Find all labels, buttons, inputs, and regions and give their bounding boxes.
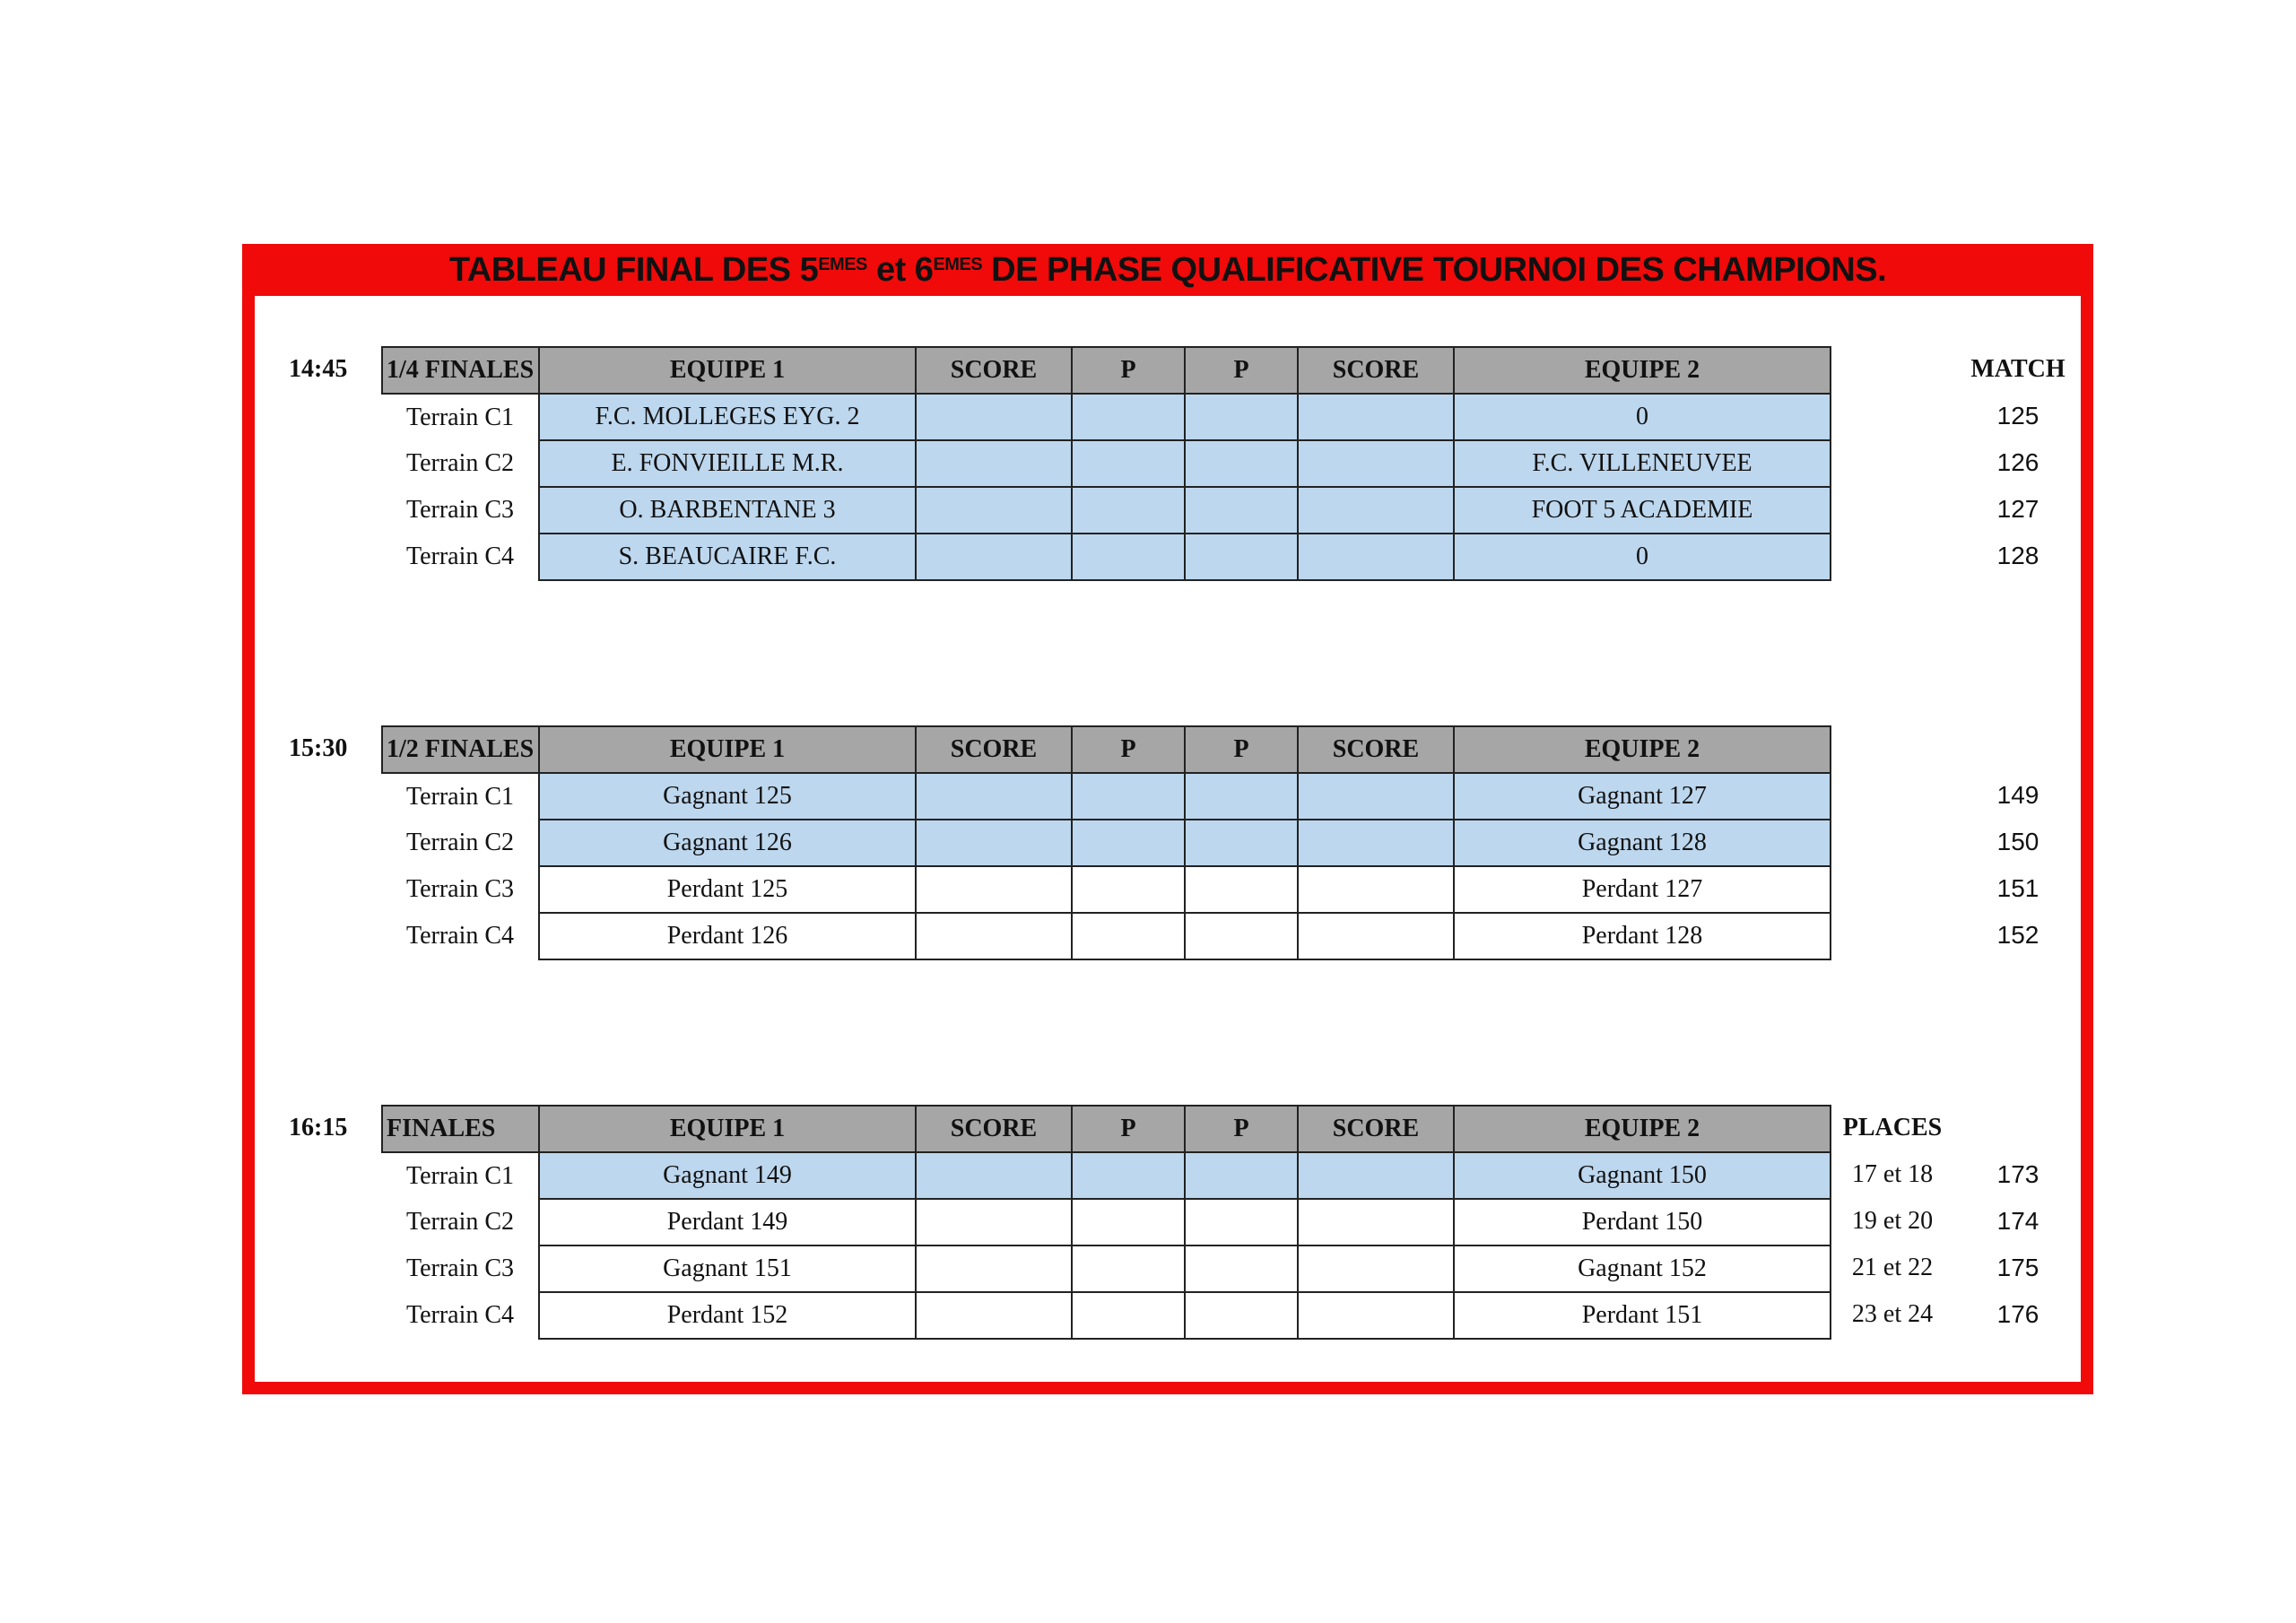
table-row xyxy=(382,487,1831,534)
penalty-2-cell[interactable] xyxy=(1185,1245,1298,1292)
penalty-2-cell[interactable] xyxy=(1185,394,1298,440)
team-2-cell: 0 xyxy=(1454,534,1831,580)
title-part-3: DE PHASE QUALIFICATIVE TOURNOI DES CHAMPIONS. xyxy=(982,250,1887,289)
penalty-2-cell[interactable] xyxy=(1185,1152,1298,1199)
penalty-1-cell[interactable] xyxy=(1072,1245,1185,1292)
round-section xyxy=(0,346,2296,588)
column-header-p-2: P xyxy=(1185,1106,1298,1152)
team-2-cell: FOOT 5 ACADEMIE xyxy=(1454,487,1831,534)
score-2-cell[interactable] xyxy=(1298,866,1454,913)
column-header-score-1: SCORE xyxy=(916,726,1072,773)
penalty-1-cell[interactable] xyxy=(1072,866,1185,913)
column-header-p-1: P xyxy=(1072,1106,1185,1152)
team-2-cell: Perdant 151 xyxy=(1454,1292,1831,1339)
penalty-1-cell[interactable] xyxy=(1072,394,1185,440)
team-2-cell: Gagnant 150 xyxy=(1454,1152,1831,1199)
round-section xyxy=(0,725,2296,968)
match-number: 128 xyxy=(1996,542,2039,569)
score-2-cell[interactable] xyxy=(1298,1292,1454,1339)
match-number: 127 xyxy=(1996,495,2039,523)
match-table xyxy=(381,725,1831,960)
page-title xyxy=(242,244,2093,296)
title-part-1: TABLEAU FINAL DES 5 xyxy=(448,250,819,289)
terrain-label: Terrain C3 xyxy=(405,1254,515,1282)
terrain-label: Terrain C3 xyxy=(405,496,515,524)
score-1-cell[interactable] xyxy=(916,487,1072,534)
round-time: 14:45 xyxy=(289,355,348,383)
team-1-cell: O. BARBENTANE 3 xyxy=(539,487,916,534)
penalty-2-cell[interactable] xyxy=(1185,866,1298,913)
column-header-score-2: SCORE xyxy=(1298,726,1454,773)
team-2-cell: Perdant 127 xyxy=(1454,866,1831,913)
score-1-cell[interactable] xyxy=(916,1245,1072,1292)
column-header-equipe-2: EQUIPE 2 xyxy=(1454,726,1831,773)
team-1-cell: Perdant 149 xyxy=(539,1199,916,1245)
column-header-equipe-2: EQUIPE 2 xyxy=(1454,1106,1831,1152)
match-number: 149 xyxy=(1996,781,2039,809)
places-value: 19 et 20 xyxy=(1851,1207,1934,1235)
column-header-equipe-2: EQUIPE 2 xyxy=(1454,347,1831,394)
match-number: 126 xyxy=(1996,448,2039,476)
match-number: 173 xyxy=(1996,1160,2039,1188)
score-1-cell[interactable] xyxy=(916,440,1072,487)
penalty-1-cell[interactable] xyxy=(1072,487,1185,534)
penalty-2-cell[interactable] xyxy=(1185,1292,1298,1339)
table-row xyxy=(382,1152,1831,1199)
penalty-2-cell[interactable] xyxy=(1185,773,1298,820)
column-header-score-1: SCORE xyxy=(916,1106,1072,1152)
title-part-2: et 6 xyxy=(866,250,934,289)
penalty-2-cell[interactable] xyxy=(1185,487,1298,534)
penalty-1-cell[interactable] xyxy=(1072,1199,1185,1245)
team-1-cell: F.C. MOLLEGES EYG. 2 xyxy=(539,394,916,440)
places-value: 17 et 18 xyxy=(1851,1160,1934,1188)
penalty-1-cell[interactable] xyxy=(1072,913,1185,959)
match-table xyxy=(381,346,1831,581)
team-2-cell: F.C. VILLENEUVEE xyxy=(1454,440,1831,487)
column-header-score-2: SCORE xyxy=(1298,347,1454,394)
penalty-1-cell[interactable] xyxy=(1072,773,1185,820)
team-1-cell: Perdant 126 xyxy=(539,913,916,959)
places-value: 21 et 22 xyxy=(1851,1254,1934,1281)
terrain-label: Terrain C2 xyxy=(405,1208,515,1236)
round-time: 15:30 xyxy=(289,734,348,762)
penalty-2-cell[interactable] xyxy=(1185,913,1298,959)
score-2-cell[interactable] xyxy=(1298,394,1454,440)
round-section xyxy=(0,1105,2296,1347)
penalty-1-cell[interactable] xyxy=(1072,820,1185,866)
round-label: 1/2 FINALES xyxy=(382,726,539,773)
table-row xyxy=(382,773,1831,820)
column-header-p-2: P xyxy=(1185,726,1298,773)
score-2-cell[interactable] xyxy=(1298,1245,1454,1292)
column-header-equipe-1: EQUIPE 1 xyxy=(539,726,916,773)
score-1-cell[interactable] xyxy=(916,1152,1072,1199)
penalty-1-cell[interactable] xyxy=(1072,1292,1185,1339)
team-1-cell: Gagnant 125 xyxy=(539,773,916,820)
score-2-cell[interactable] xyxy=(1298,820,1454,866)
penalty-2-cell[interactable] xyxy=(1185,534,1298,580)
column-header-p-2: P xyxy=(1185,347,1298,394)
team-2-cell: Gagnant 128 xyxy=(1454,820,1831,866)
table-row xyxy=(382,1199,1831,1245)
table-row xyxy=(382,534,1831,580)
column-header-equipe-1: EQUIPE 1 xyxy=(539,1106,916,1152)
table-row xyxy=(382,913,1831,959)
terrain-label: Terrain C4 xyxy=(405,922,515,950)
terrain-label: Terrain C3 xyxy=(405,875,515,903)
score-1-cell[interactable] xyxy=(916,820,1072,866)
penalty-1-cell[interactable] xyxy=(1072,534,1185,580)
team-1-cell: Gagnant 151 xyxy=(539,1245,916,1292)
column-header-score-2: SCORE xyxy=(1298,1106,1454,1152)
column-header-p-1: P xyxy=(1072,726,1185,773)
match-number: 151 xyxy=(1996,874,2039,902)
column-header-score-1: SCORE xyxy=(916,347,1072,394)
table-row xyxy=(382,1292,1831,1339)
table-header-row xyxy=(382,347,1831,394)
team-2-cell: Gagnant 127 xyxy=(1454,773,1831,820)
match-number: 152 xyxy=(1996,921,2039,949)
score-1-cell[interactable] xyxy=(916,394,1072,440)
team-1-cell: Perdant 152 xyxy=(539,1292,916,1339)
terrain-label: Terrain C1 xyxy=(405,403,515,431)
penalty-2-cell[interactable] xyxy=(1185,440,1298,487)
terrain-label: Terrain C2 xyxy=(405,829,515,856)
column-header-p-1: P xyxy=(1072,347,1185,394)
match-table xyxy=(381,1105,1831,1340)
match-number: 150 xyxy=(1996,828,2039,855)
title-superscript-1: EMES xyxy=(818,254,867,274)
match-number: 175 xyxy=(1996,1254,2039,1281)
table-row xyxy=(382,1245,1831,1292)
column-header-equipe-1: EQUIPE 1 xyxy=(539,347,916,394)
score-1-cell[interactable] xyxy=(916,1199,1072,1245)
table-row xyxy=(382,394,1831,440)
team-1-cell: S. BEAUCAIRE F.C. xyxy=(539,534,916,580)
team-2-cell: 0 xyxy=(1454,394,1831,440)
table-row xyxy=(382,440,1831,487)
round-label: 1/4 FINALES xyxy=(382,347,539,394)
team-1-cell: Gagnant 126 xyxy=(539,820,916,866)
round-label: FINALES xyxy=(382,1106,539,1152)
score-1-cell[interactable] xyxy=(916,1292,1072,1339)
match-number: 174 xyxy=(1996,1207,2039,1235)
table-row xyxy=(382,820,1831,866)
team-1-cell: E. FONVIEILLE M.R. xyxy=(539,440,916,487)
penalty-1-cell[interactable] xyxy=(1072,440,1185,487)
places-column-header: PLACES xyxy=(1842,1114,1943,1141)
title-superscript-2: EMES xyxy=(933,254,983,274)
penalty-2-cell[interactable] xyxy=(1185,1199,1298,1245)
score-2-cell[interactable] xyxy=(1298,1152,1454,1199)
team-2-cell: Gagnant 152 xyxy=(1454,1245,1831,1292)
score-1-cell[interactable] xyxy=(916,866,1072,913)
terrain-label: Terrain C1 xyxy=(405,782,515,811)
round-time: 16:15 xyxy=(289,1114,348,1141)
terrain-label: Terrain C1 xyxy=(405,1161,515,1190)
score-2-cell[interactable] xyxy=(1298,913,1454,959)
score-2-cell[interactable] xyxy=(1298,534,1454,580)
score-1-cell[interactable] xyxy=(916,773,1072,820)
table-header-row xyxy=(382,726,1831,773)
match-number: 176 xyxy=(1996,1300,2039,1328)
match-column-header: MATCH xyxy=(1970,355,2066,383)
score-1-cell[interactable] xyxy=(916,913,1072,959)
team-2-cell: Perdant 150 xyxy=(1454,1199,1831,1245)
terrain-label: Terrain C4 xyxy=(405,542,515,570)
places-value: 23 et 24 xyxy=(1851,1300,1934,1328)
penalty-2-cell[interactable] xyxy=(1185,820,1298,866)
score-2-cell[interactable] xyxy=(1298,440,1454,487)
score-2-cell[interactable] xyxy=(1298,1199,1454,1245)
team-1-cell: Gagnant 149 xyxy=(539,1152,916,1199)
table-row xyxy=(382,866,1831,913)
score-2-cell[interactable] xyxy=(1298,487,1454,534)
match-number: 125 xyxy=(1996,402,2039,430)
score-2-cell[interactable] xyxy=(1298,773,1454,820)
table-header-row xyxy=(382,1106,1831,1152)
team-2-cell: Perdant 128 xyxy=(1454,913,1831,959)
team-1-cell: Perdant 125 xyxy=(539,866,916,913)
terrain-label: Terrain C4 xyxy=(405,1301,515,1329)
terrain-label: Terrain C2 xyxy=(405,449,515,477)
score-1-cell[interactable] xyxy=(916,534,1072,580)
penalty-1-cell[interactable] xyxy=(1072,1152,1185,1199)
